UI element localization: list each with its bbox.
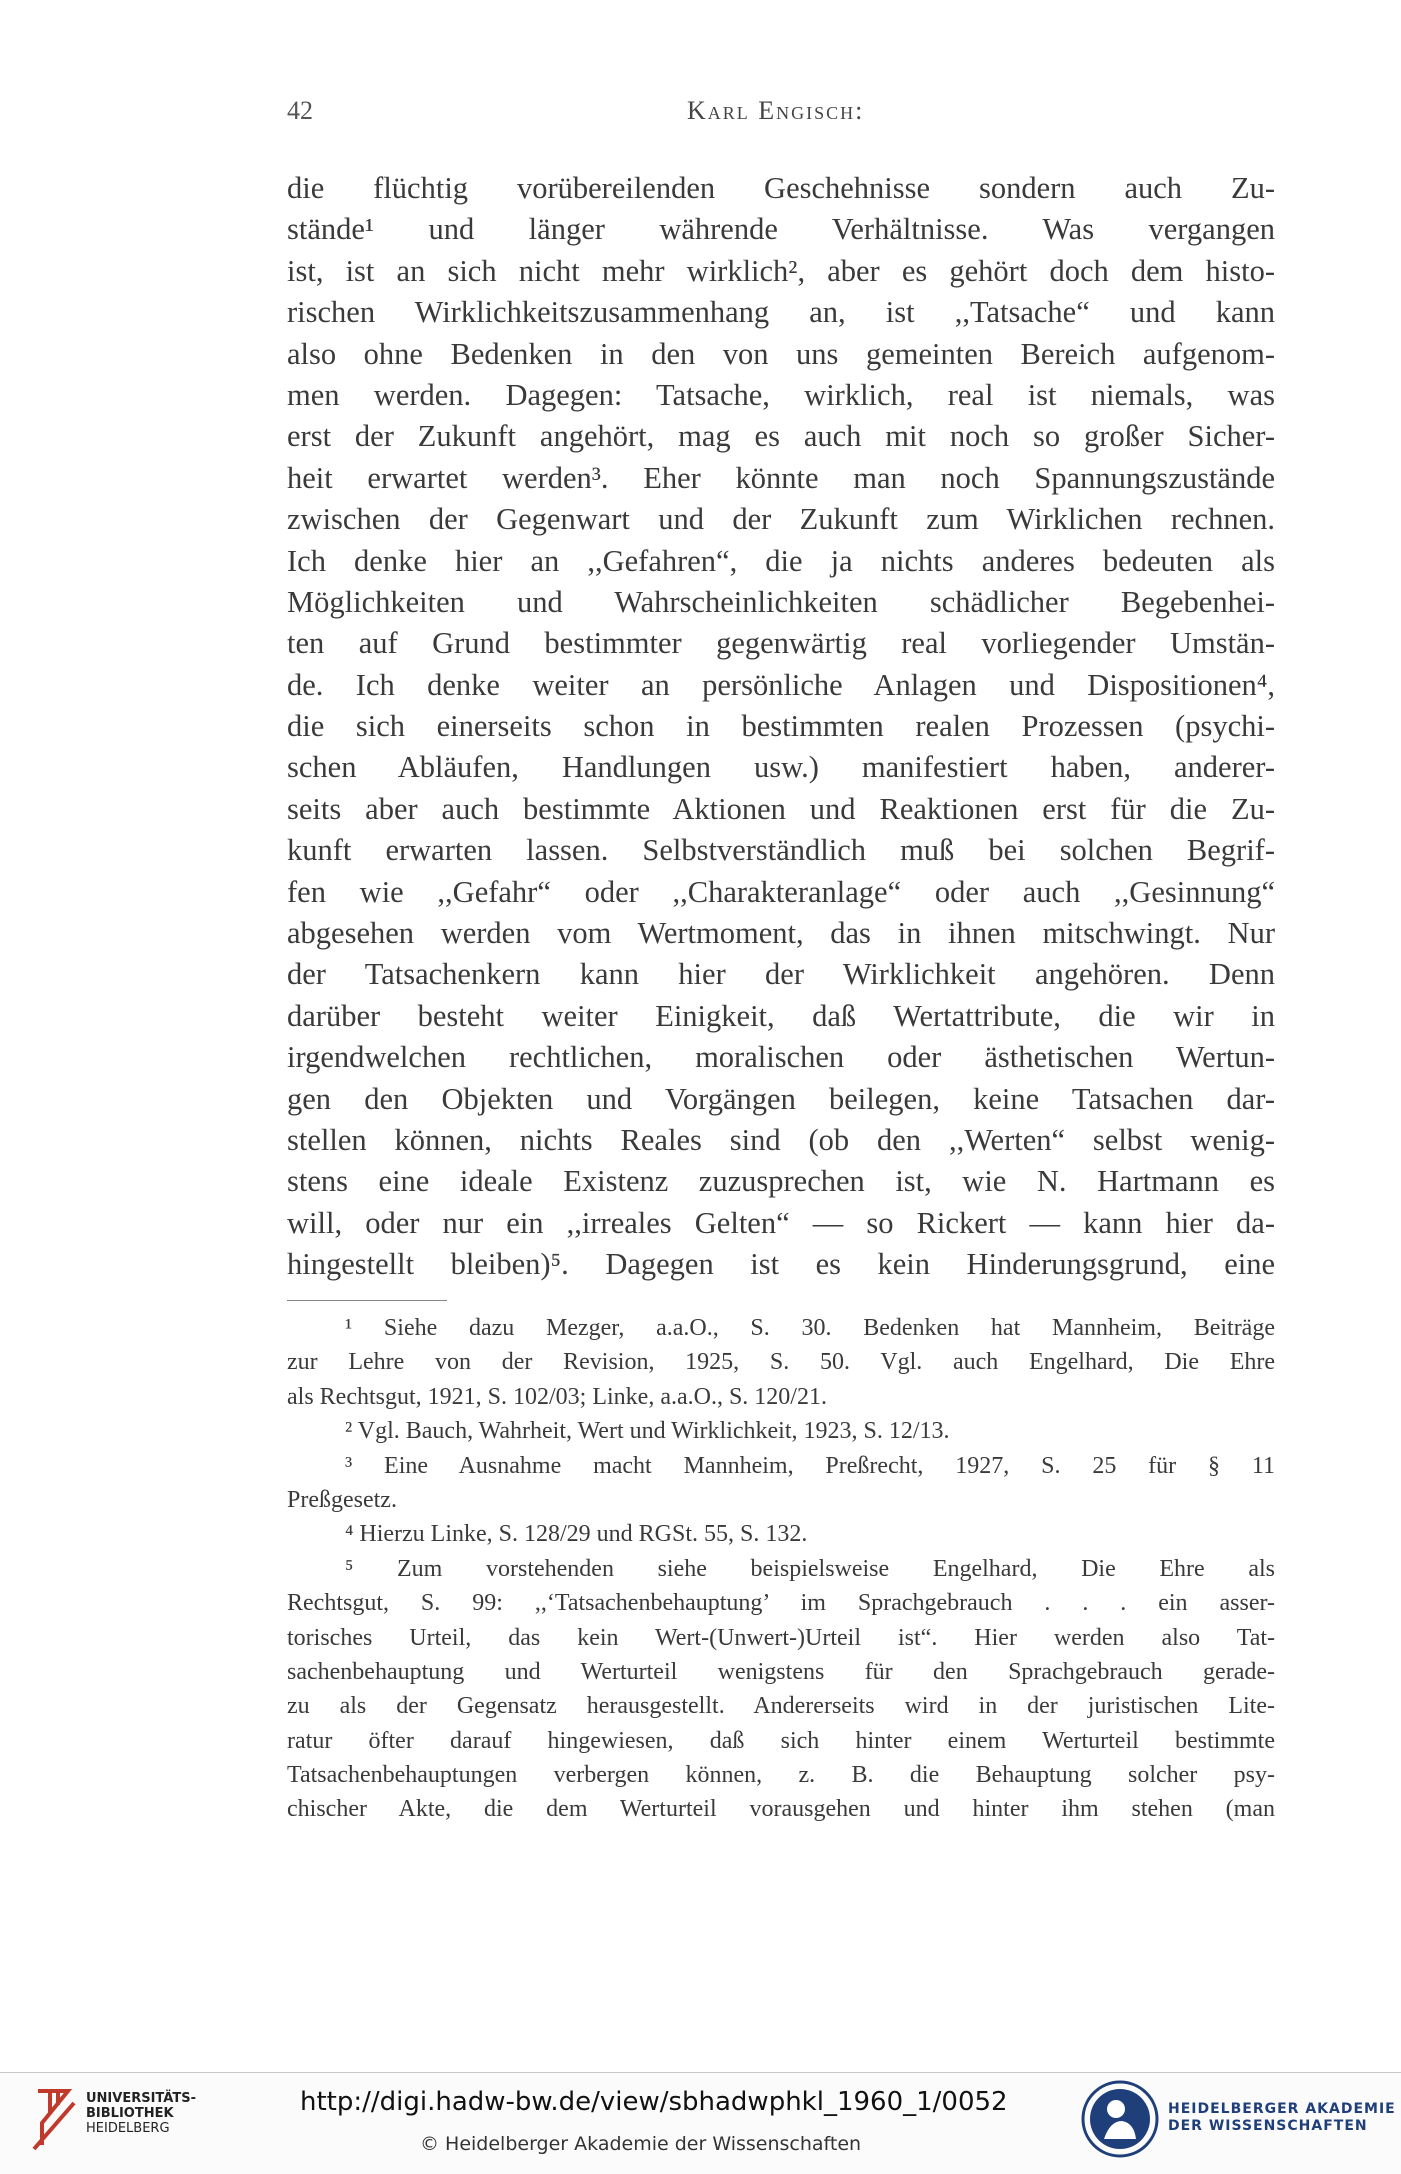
- footnote-line: ⁴ Hierzu Linke, S. 128/29 und RGSt. 55, S. 132.: [345, 1521, 808, 1548]
- footnote-line: Tatsachenbehauptungen verbergen können, z. B. die Behauptung solcher psy-: [287, 1762, 1275, 1789]
- library-line: HEIDELBERG: [86, 2121, 170, 2136]
- academy-name: [1168, 2101, 1396, 2135]
- body-text: [287, 168, 1275, 1286]
- body-line: men werden. Dagegen: Tatsache, wirklich, real ist niemals, was: [287, 377, 1275, 412]
- body-line: ist, ist an sich nicht mehr wirklich², aber es gehört doch dem histo-: [287, 253, 1275, 288]
- footnote-line: als Rechtsgut, 1921, S. 102/03; Linke, a.a.O., S. 120/21.: [287, 1383, 827, 1410]
- footnote-line: ratur öfter darauf hingewiesen, daß sich hinter einem Werturteil bestimmte: [287, 1727, 1275, 1754]
- body-line: Ich denke hier an ,,Gefahren“, die ja nichts anderes bedeuten als: [287, 543, 1275, 578]
- footnote-divider: [287, 1300, 447, 1301]
- body-line: die sich einerseits schon in bestimmten realen Prozessen (psychi-: [287, 709, 1275, 744]
- body-line: stellen können, nichts Reales sind (ob den ,,Werten“ selbst wenig-: [287, 1122, 1275, 1157]
- academy-line: DER WISSENSCHAFTEN: [1168, 2118, 1368, 2134]
- footnote-line: sachenbehauptung und Werturteil wenigstens für den Sprachgebrauch gerade-: [287, 1658, 1275, 1685]
- academy-seal-icon: [1080, 2079, 1160, 2159]
- body-line: darüber besteht weiter Einigkeit, daß Wertattribute, die wir in: [287, 998, 1275, 1033]
- body-line: schen Abläufen, Handlungen usw.) manifestiert haben, anderer-: [287, 750, 1275, 785]
- body-line: fen wie ,,Gefahr“ oder ,,Charakteranlage“ oder auch ,,Gesinnung“: [287, 874, 1275, 909]
- footnote-line: ² Vgl. Bauch, Wahrheit, Wert und Wirklichkeit, 1923, S. 12/13.: [345, 1418, 950, 1445]
- body-line: heit erwartet werden³. Eher könnte man noch Spannungszustände: [287, 460, 1275, 495]
- body-line: die flüchtig vorübereilenden Geschehnisse sondern auch Zu-: [287, 171, 1275, 205]
- footnotes: [287, 1311, 1275, 1827]
- body-line: abgesehen werden vom Wertmoment, das in ihnen mitschwingt. Nur: [287, 916, 1275, 951]
- footnote-line: ³ Eine Ausnahme macht Mannheim, Preßrecht, 1927, S. 25 für § 11: [345, 1452, 1275, 1479]
- page-header: [287, 96, 1275, 136]
- body-line: irgendwelchen rechtlichen, moralischen oder ästhetischen Wertun-: [287, 1040, 1275, 1075]
- body-line: rischen Wirklichkeitszusammenhang an, ist ,,Tatsache“ und kann: [287, 295, 1275, 330]
- footnote-line: chischer Akte, die dem Werturteil vorausgehen und hinter ihm stehen (man: [287, 1796, 1275, 1823]
- copyright-notice: © Heidelberger Akademie der Wissenschaften: [420, 2133, 862, 2155]
- footnote-line: ¹ Siehe dazu Mezger, a.a.O., S. 30. Bedenken hat Mannheim, Beiträge: [345, 1315, 1275, 1341]
- body-line: der Tatsachenkern kann hier der Wirklichkeit angehören. Denn: [287, 957, 1275, 992]
- body-line: zwischen der Gegenwart und der Zukunft zum Wirklichen rechnen.: [287, 502, 1275, 537]
- footnote-line: ⁵ Zum vorstehenden siehe beispielsweise Engelhard, Die Ehre als: [345, 1555, 1275, 1582]
- university-library-name: [86, 2091, 196, 2136]
- body-line: stens eine ideale Existenz zuzusprechen ist, wie N. Hartmann es: [287, 1164, 1275, 1199]
- footer-bar: [0, 2072, 1401, 2174]
- running-head: Karl Engisch:: [687, 96, 865, 125]
- body-line: stände¹ und länger währende Verhältnisse. Was vergangen: [287, 212, 1275, 247]
- body-line: de. Ich denke weiter an persönliche Anlagen und Dispositionen⁴,: [287, 667, 1275, 702]
- library-line: BIBLIOTHEK: [86, 2106, 174, 2121]
- body-line: gen den Objekten und Vorgängen beilegen, keine Tatsachen dar-: [287, 1081, 1275, 1116]
- footnote-line: torisches Urteil, das kein Wert-(Unwert-)Urteil ist“. Hier werden also Tat-: [287, 1624, 1275, 1651]
- academy-line: HEIDELBERGER AKADEMIE: [1168, 2101, 1396, 2117]
- body-line: ten auf Grund bestimmter gegenwärtig real vorliegender Umstän-: [287, 626, 1275, 661]
- body-line: kunft erwarten lassen. Selbstverständlich muß bei solchen Begrif-: [287, 833, 1275, 868]
- body-line: seits aber auch bestimmte Aktionen und Reaktionen erst für die Zu-: [287, 791, 1275, 826]
- library-line: UNIVERSITÄTS-: [86, 2091, 196, 2106]
- page-number: 42: [287, 96, 313, 125]
- body-line: Möglichkeiten und Wahrscheinlichkeiten schädlicher Begebenhei-: [287, 584, 1275, 619]
- body-line: also ohne Bedenken in den von uns gemeinten Bereich aufgenom-: [287, 336, 1275, 371]
- footnote-line: zu als der Gegensatz herausgestellt. Andererseits wird in der juristischen Lite-: [287, 1693, 1275, 1720]
- body-line: will, oder nur ein ,,irreales Gelten“ — so Rickert — kann hier da-: [287, 1205, 1275, 1240]
- university-library-logo-icon: [28, 2083, 80, 2153]
- footnote-line: Preßgesetz.: [287, 1486, 397, 1513]
- footnote-line: Rechtsgut, S. 99: ,,‘Tatsachenbehauptung’ im Sprachgebrauch . . . ein asser-: [287, 1590, 1275, 1617]
- body-line: erst der Zukunft angehört, mag es auch mit noch so großer Sicher-: [287, 419, 1275, 454]
- source-url-link[interactable]: http://digi.hadw-bw.de/view/sbhadwphkl_1960_1/0052: [300, 2087, 1008, 2117]
- footnote-line: zur Lehre von der Revision, 1925, S. 50. Vgl. auch Engelhard, Die Ehre: [287, 1349, 1275, 1376]
- body-line: hingestellt bleiben)⁵. Dagegen ist es kein Hinderungsgrund, eine: [287, 1247, 1275, 1282]
